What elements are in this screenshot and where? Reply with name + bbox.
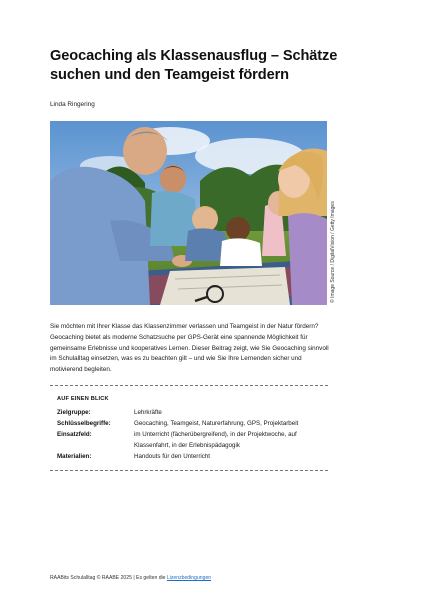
overview-value: Lehrkräfte — [134, 409, 162, 416]
overview-value: Geocaching, Teamgeist, Naturerfahrung, GPS, Projektarbeit — [134, 420, 299, 427]
overview-value: Handouts für den Unterricht — [134, 453, 211, 460]
intro-paragraph: Sie möchten mit Ihrer Klasse das Klassenzimmer verlassen und Teamgeist in der Natur fördern? Geocaching bietet als moderne Schatzsuche per GPS-Gerät eine spannende Möglichkeit für gemeinsame Erlebnisse und kooperatives Lernen. Dieser Beitrag zeigt, wie Sie Geocaching sinnvoll im Schulalltag einsetzen, was es zu beachten gilt – und wie Sie Ihre Lernenden sicher und motivierend begleiten. — [50, 323, 329, 374]
overview-label: Zielgruppe: — [57, 409, 91, 416]
document-title: Geocaching als Klassenausflug – Schätze suchen und den Teamgeist fördern — [50, 48, 338, 83]
overview-label: Schlüsselbegriffe: — [57, 420, 111, 427]
footer — [50, 575, 211, 581]
author-name: Linda Ringering — [50, 101, 95, 108]
header-photo — [50, 121, 327, 305]
overview-label: Materialien: — [57, 453, 92, 460]
divider-top — [50, 385, 328, 386]
footer-text: RAABits Schulalltag © RAABE 2025 | Es gelten die — [50, 575, 167, 581]
overview-heading: AUF EINEN BLICK — [57, 396, 109, 402]
overview-label: Einsatzfeld: — [57, 431, 92, 438]
license-link[interactable]: Lizenzbedingungen — [166, 575, 212, 581]
overview-value: im Unterricht (fächerübergreifend), in der Projektwoche, auf Klassenfahrt, in der Erlebnispädagogik — [134, 431, 297, 449]
divider-bottom — [50, 470, 328, 471]
